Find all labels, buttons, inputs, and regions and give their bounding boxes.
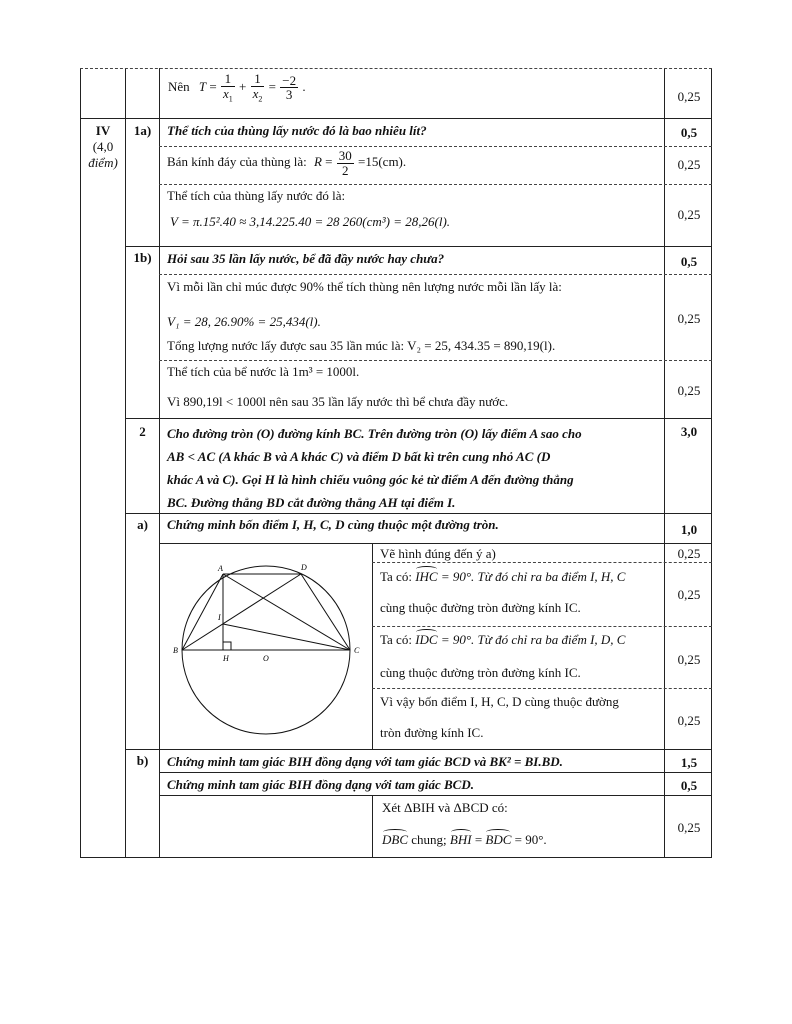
q1a-volume-line1: Thể tích của thùng lấy nước đó là: <box>167 188 346 203</box>
q1b-r2-score: 0,25 <box>677 383 701 398</box>
q2a-s4-score: 0,25 <box>677 713 701 728</box>
q1b-r2-line1: Thể tích của bể nước là 1m³ = 1000l. <box>167 364 360 379</box>
q2a-s3-score: 0,25 <box>677 652 701 667</box>
row0-plus: + <box>239 78 247 94</box>
q1a-score: 0,5 <box>680 125 698 140</box>
row0-frac2-x: x <box>252 85 259 101</box>
q2b-sub-question: Chứng minh tam giác BIH đồng dạng với tam giác BCD. <box>167 777 474 792</box>
q2b-angle-dbc: DBC <box>382 832 408 847</box>
q1b-score: 0,5 <box>680 254 698 269</box>
segment-dc <box>301 574 350 650</box>
q2b-s1-end: = 90°. <box>511 832 547 847</box>
q2a-s3-angle: IDC <box>415 632 438 647</box>
q1a-volume-score: 0,25 <box>677 207 701 222</box>
q2a-s3-line2: cùng thuộc đường tròn đường kính IC. <box>380 665 581 680</box>
q1b-r2-line2: Vì 890,19l < 1000l nên sau 35 lần lấy nước thì bể chưa đầy nước. <box>167 394 509 409</box>
label-b: B <box>173 646 178 655</box>
q2b-sub-score: 0,5 <box>680 778 698 793</box>
row0-frac2-num: 1 <box>251 72 265 87</box>
q2-line4: BC. Đường thẳng BD cắt đường thẳng AH tại điểm I. <box>167 495 456 510</box>
row0-frac2-sub: 2 <box>258 94 263 104</box>
q2a-s2-pre: Ta có: <box>380 569 416 584</box>
label-h: H <box>223 654 229 663</box>
q2b-score: 1,5 <box>680 755 698 770</box>
q2a-s1-score: 0,25 <box>677 546 701 561</box>
section-label: IV <box>95 123 111 138</box>
row0-eq1: = <box>209 78 217 94</box>
row0-frac1-x: x <box>223 85 229 101</box>
q2b-label: b) <box>136 753 149 768</box>
q1a-radius-num: 30 <box>338 148 352 163</box>
q2a-s2-line1 <box>380 569 625 585</box>
q2b-angle-bdc: BDC <box>485 832 512 847</box>
q1a-radius-r: R <box>313 154 322 170</box>
row0-frac3-num: −2 <box>282 72 297 88</box>
q1a-radius-eq: = <box>325 154 333 170</box>
q2a-s2-score: 0,25 <box>677 587 701 602</box>
q2b-s1-score: 0,25 <box>677 820 701 835</box>
q2a-s4-line2: tròn đường kính IC. <box>380 725 484 740</box>
q1a-volume-line2: V = π.15²‌.40 ≈ 3,14.225.40 = 28 260(cm³) = 28,26(l). <box>170 214 451 229</box>
q1a-radius-prefix: Bán kính đáy của thùng là: <box>167 154 307 170</box>
q2-score: 3,0 <box>680 424 698 439</box>
row0-frac1 <box>221 72 235 104</box>
q2a-s4-line1: Vì vậy bốn điểm I, H, C, D cùng thuộc đường <box>380 694 619 709</box>
q1a-radius-rest: =15(cm). <box>358 154 407 170</box>
q2-line2: AB < AC (A khác B và A khác C) và điểm D bất kì trên cung nhỏ AC (D <box>167 449 551 464</box>
q1a-question: Thể tích của thùng lấy nước đó là bao nhiêu lít? <box>167 123 427 138</box>
row0-eq2: = <box>268 78 276 94</box>
q1a-radius-frac <box>337 149 354 177</box>
q2b-question: Chứng minh tam giác BIH đồng dạng với tam giác BCD và BK² = BI.BD. <box>167 754 563 769</box>
q2b-s1-line1: Xét ΔBIH và ΔBCD có: <box>382 800 508 815</box>
q1a-radius-score: 0,25 <box>677 157 701 172</box>
q2b-s1-line2 <box>382 832 547 848</box>
q2-line3: khác A và C). Gọi H là hình chiếu vuông góc kẻ từ điểm A đến đường thẳng <box>167 472 574 487</box>
q1b-r1-score: 0,25 <box>677 311 701 326</box>
q2a-s1: Vẽ hình đúng đến ý a) <box>380 546 496 561</box>
segment-ic <box>223 624 350 650</box>
label-a: A <box>218 564 223 573</box>
q2a-question: Chứng minh bốn điểm I, H, C, D cùng thuộc một đường tròn. <box>167 517 499 532</box>
label-d: D <box>301 563 307 572</box>
q1a-radius-den: 2 <box>342 162 349 178</box>
q2a-s2-angle: IHC <box>415 569 438 584</box>
q1b-r1-line2: V₁ = 28, 26.90% = 25,434(l). <box>167 314 321 329</box>
q2a-s3-post: = 90°. Từ đó chỉ ra ba điểm I, D, C <box>437 632 626 647</box>
row0-frac2 <box>251 72 265 104</box>
row0-frac3-den: 3 <box>285 87 293 103</box>
q1b-label: 1b) <box>133 250 152 265</box>
geometry-figure <box>160 543 372 749</box>
label-c: C <box>354 646 360 655</box>
q1a-label: 1a) <box>133 123 152 138</box>
row0-frac1-sub: 1 <box>228 94 233 104</box>
row0-t: T <box>198 78 207 94</box>
segment-ba <box>182 574 223 650</box>
q2a-s3-line1 <box>380 632 625 648</box>
q1b-r1-line3: Tổng lượng nước lấy được sau 35 lần múc là: V₂ = 25, 434.35 = 890,19(l). <box>167 338 556 353</box>
label-i: I <box>218 613 221 622</box>
row0-answer <box>168 72 306 104</box>
q2-label: 2 <box>139 424 146 439</box>
q2b-angle-bhi: BHI <box>449 832 472 847</box>
q2a-s3-pre: Ta có: <box>380 632 416 647</box>
q2a-label: a) <box>137 517 148 532</box>
section-points-unit: điểm) <box>88 155 118 170</box>
q2a-score: 1,0 <box>680 522 698 537</box>
q2b-s1-eq: = <box>471 832 486 847</box>
row0-score: 0,25 <box>677 89 701 104</box>
q2a-s2-post: = 90°. Từ đó chỉ ra ba điểm I, H, C <box>437 569 626 584</box>
q2a-s2-line2: cùng thuộc đường tròn đường kính IC. <box>380 600 581 615</box>
q1b-question: Hỏi sau 35 lần lấy nước, bể đã đầy nước hay chưa? <box>167 251 445 266</box>
q2-line1: Cho đường tròn (O) đường kính BC. Trên đường tròn (O) lấy điểm A sao cho <box>167 426 582 441</box>
right-angle-mark <box>223 642 231 650</box>
q1a-radius <box>167 149 406 177</box>
label-o: O <box>263 654 269 663</box>
q1b-r1-line1: Vì mỗi lần chỉ múc được 90% thể tích thùng nên lượng nước mỗi lần lấy là: <box>167 279 562 294</box>
row0-frac3 <box>280 74 298 102</box>
row0-prefix: Nên <box>168 78 190 94</box>
row0-frac1-num: 1 <box>221 72 235 87</box>
row0-dot: . <box>302 78 306 94</box>
q2b-s1-mid: chung; <box>408 832 450 847</box>
section-points: (4,0 <box>92 139 114 154</box>
